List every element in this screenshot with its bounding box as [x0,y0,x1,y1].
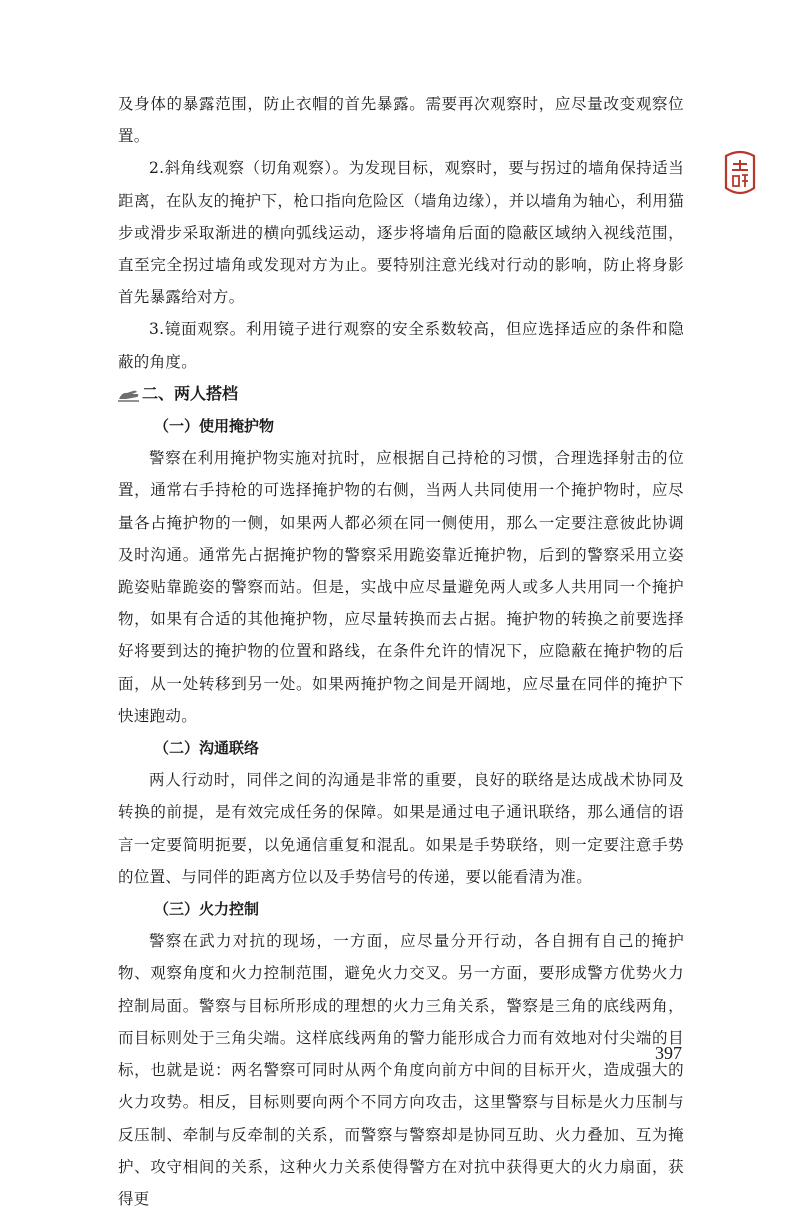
page-number: 397 [655,1043,682,1063]
paragraph-mirror-observation: 3.镜面观察。利用镜子进行观察的安全系数较高，但应选择适应的条件和隐蔽的角度。 [118,320,684,371]
hands-icon [118,386,140,402]
section-heading [118,378,684,410]
subsection-title-cover: （一）使用掩护物 [154,417,275,436]
subsection-title-communication: （二）沟通联络 [154,739,260,758]
section-title: 二、两人搭档 [142,383,239,403]
main-content [118,88,684,1215]
paragraph-fire-control: 警察在武力对抗的现场，一方面，应尽量分开行动，各自拥有自己的掩护物、观察角度和火力控制范围，避免火力交叉。另一方面，要形成警方优势火力控制局面。警察与目标所形成的理想的火力三角关系，警察是三角的底线两角，而目标则处于三角尖端。这样底线两角的警力能形成合力而有效地对付尖端的目标，也就是说：两名警察可同时从两个角度向前方中间的目标开火，造成强大的火力攻势。相反，目标则要向两个不同方向攻击，这里警察与目标是火力压制与反压制、牵制与反牵制的关系，而警察与警察却是协同互助、火力叠加、互为掩护、攻守相间的关系，这种火力关系使得警方在对抗中获得更大的火力扇面，获得更 [118,932,684,1208]
paragraph-cover: 警察在利用掩护物实施对抗时，应根据自己持枪的习惯，合理选择射击的位置，通常右手持枪的可选择掩护物的右侧，当两人共同使用一个掩护物时，应尽量各占掩护物的一侧，如果两人都必须在同一侧使用，那么一定要注意彼此协调及时沟通。通常先占据掩护物的警察采用跪姿靠近掩护物，后到的警察采用立姿跪姿贴靠跪姿的警察而站。但是，实战中应尽量避免两人或多人共用同一个掩护物，如果有合适的其他掩护物，应尽量转换而去占据。掩护物的转换之前要选择好将要到达的掩护物的位置和路线，在条件允许的情况下，应隐蔽在掩护物的后面，从一处转移到另一处。如果两掩护物之间是开阔地，应尽量在同伴的掩护下快速跑动。 [118,449,684,725]
paragraph-oblique-observation: 2.斜角线观察（切角观察）。为发现目标，观察时，要与拐过的墙角保持适当距离，在队友的掩护下，枪口指向危险区（墙角边缘），并以墙角为轴心，利用猫步或滑步采取渐进的横向弧线运动，逐步将墙角后面的隐蔽区域纳入视线范围，直至完全拐过墙角或发现对方为止。要特别注意光线对行动的影响，防止将身影首先暴露给对方。 [118,159,684,307]
paragraph-communication: 两人行动时，同伴之间的沟通是非常的重要，良好的联络是达成战术协同及转换的前提，是有效完成任务的保障。如果是通过电子通讯联络，那么通信的语言一定要简明扼要，以免通信重复和混乱。如果是手势联络，则一定要注意手势的位置、与同伴的距离方位以及手势信号的传递，要以能看清为准。 [118,771,684,886]
chapter-emblem-icon [720,148,760,198]
paragraph-continued: 及身体的暴露范围，防止衣帽的首先暴露。需要再次观察时，应尽量改变观察位置。 [118,95,684,146]
subsection-title-fire-control: （三）火力控制 [154,900,260,919]
